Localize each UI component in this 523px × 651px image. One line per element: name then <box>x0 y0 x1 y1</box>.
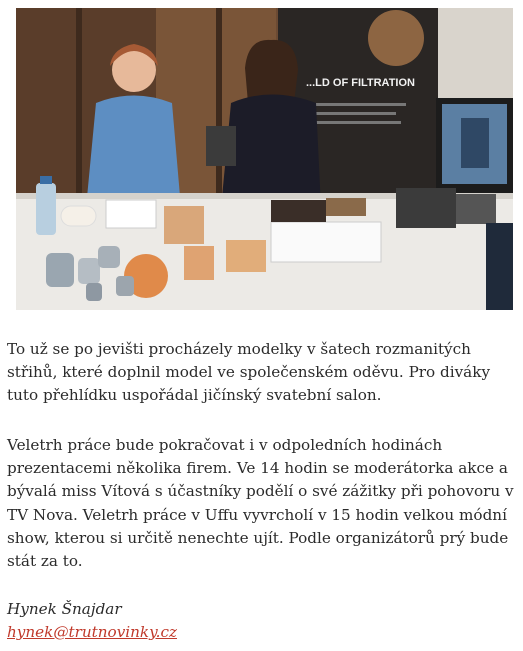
article-paragraph-2: Veletrh práce bude pokračovat i v odpoledních hodinách prezentacemi několika firem. Ve 14 hodin se moderátorka akce a bývalá miss Vítová s účastníky podělí o své zážitky při pohovoru v TV Nova. Veletrh práce v Uffu vyvrcholí v 15 hodin velkou módní show, kterou si určitě nenechte ujít. Podle organizátorů prý bude stát za to. <box>7 436 514 571</box>
article-photo <box>16 8 513 310</box>
article-paragraph-1: To už se po jevišti procházely modelky v šatech rozmanitých střihů, které doplnil model ve společenském oděvu. Pro diváky tuto přehlídku uspořádal jičínský svatební salon. <box>7 340 491 405</box>
author-name: Hynek Šnajdar <box>7 600 122 618</box>
banner-text: ...LD OF FILTRATION <box>306 77 415 89</box>
author-email-link[interactable]: hynek@trutnovinky.cz <box>7 623 178 641</box>
author-signature <box>7 598 177 644</box>
